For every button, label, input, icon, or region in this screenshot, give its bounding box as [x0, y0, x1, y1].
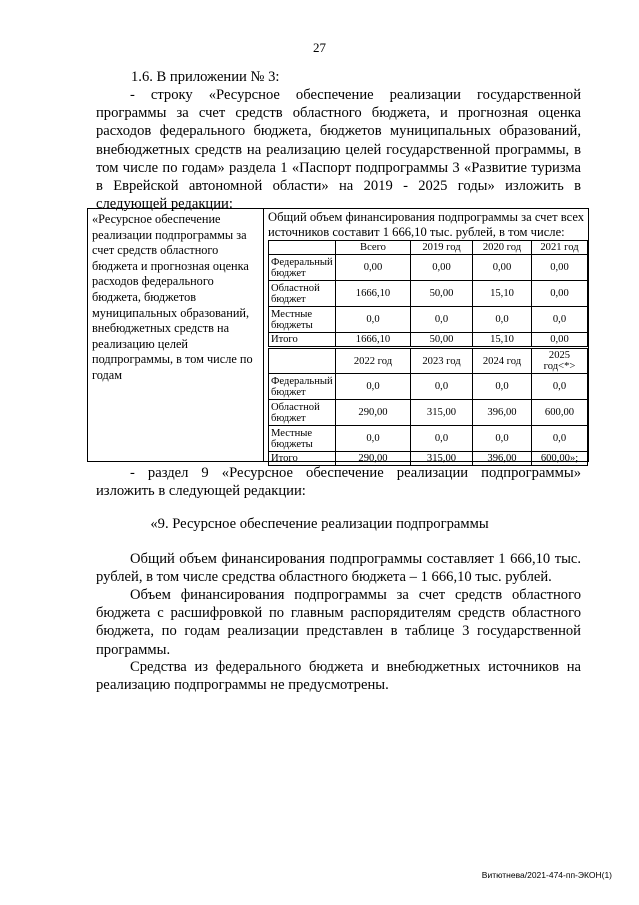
paragraph-line: программы.	[96, 641, 171, 658]
document-footer-code: Витютнева/2021-474-пп-ЭКОН(1)	[481, 870, 612, 880]
table-cell: 0,00	[532, 281, 588, 307]
table-row	[269, 426, 588, 452]
row-label: Итого	[269, 333, 336, 347]
table-header-row	[269, 349, 588, 374]
table-cell: 0,0	[411, 426, 473, 452]
section9-paragraph-1	[96, 550, 581, 586]
table-cell: 0,0	[411, 374, 473, 400]
table-cell: 15,10	[473, 281, 532, 307]
table-cell: 600,00	[532, 400, 588, 426]
paragraph-intro	[96, 86, 581, 213]
table-cell: 315,00	[411, 400, 473, 426]
table-header-cell: 2019 год	[411, 241, 473, 255]
table-cell: 50,00	[411, 281, 473, 307]
section9-paragraph-2	[96, 586, 581, 659]
funding-table-2019-2021	[268, 240, 588, 347]
table-cell: 0,00	[532, 333, 588, 347]
row-label: Федеральный бюджет	[269, 374, 336, 400]
table-row	[269, 374, 588, 400]
table-cell: 0,0	[532, 307, 588, 333]
table-header-cell: 2020 год	[473, 241, 532, 255]
paragraph-line: внебюджетных средств на реализацию целей государственной программы, в	[96, 141, 581, 158]
section-heading: 1.6. В приложении № 3:	[131, 69, 280, 85]
table-cell: 315,00	[411, 452, 473, 466]
table-cell: 396,00	[473, 400, 532, 426]
table-cell: 0,0	[336, 426, 411, 452]
table-row	[269, 307, 588, 333]
table-row-total	[269, 333, 588, 347]
table-cell: 396,00	[473, 452, 532, 466]
row-label: Областной бюджет	[269, 281, 336, 307]
table-cell: 50,00	[411, 333, 473, 347]
table-cell: 0,00	[532, 255, 588, 281]
row-label: Итого	[269, 452, 336, 466]
table-header-cell: Всего	[336, 241, 411, 255]
table-cell: 0,00	[411, 255, 473, 281]
table-cell: 1666,10	[336, 281, 411, 307]
table-cell: 600,00»;	[532, 452, 588, 466]
table-cell: 0,0	[532, 426, 588, 452]
paragraph-line: программы за счет средств областного бюджета, и прогнозная оценка	[96, 105, 581, 122]
section9-title: «9. Ресурсное обеспечение реализации подпрограммы	[150, 516, 489, 532]
paragraph-line: Средства из федерального бюджета и внебюджетных источников на	[130, 659, 581, 675]
table-header-cell	[269, 349, 336, 374]
paragraph-line: - строку «Ресурсное обеспечение реализации государственной	[130, 87, 581, 103]
row-label: Местные бюджеты	[269, 307, 336, 333]
table-cell: 0,0	[336, 307, 411, 333]
table-cell: 290,00	[336, 400, 411, 426]
section9-instruction	[96, 464, 581, 500]
table-cell: 0,00	[473, 255, 532, 281]
table-row	[269, 255, 588, 281]
table-row	[269, 281, 588, 307]
paragraph-line: бюджета с расшифровкой по главным распорядителям средств областного	[96, 605, 581, 622]
paragraph-line: Объем финансирования подпрограммы за счет средств областного	[130, 587, 581, 603]
funding-intro-line: источников составит 1 666,10 тыс. рублей, в том числе:	[268, 225, 565, 239]
table-cell: 290,00	[336, 452, 411, 466]
paragraph-line: расходов федерального бюджета, бюджетов муниципальных образований,	[96, 123, 581, 140]
table-cell: 0,0	[336, 374, 411, 400]
table-header-cell: 2023 год	[411, 349, 473, 374]
paragraph-line: в Еврейской автономной области» на 2019 - 2025 годы» изложить в	[96, 178, 581, 195]
table-header-cell: 2022 год	[336, 349, 411, 374]
paragraph-line: Общий объем финансирования подпрограммы составляет 1 666,10 тыс.	[130, 551, 581, 567]
paragraph-line: - раздел 9 «Ресурсное обеспечение реализации подпрограммы»	[130, 465, 581, 481]
table-cell: 15,10	[473, 333, 532, 347]
table-row	[269, 400, 588, 426]
row-label: Федеральный бюджет	[269, 255, 336, 281]
table-header-cell: 2024 год	[473, 349, 532, 374]
table-header-cell: 2021 год	[532, 241, 588, 255]
table-header-cell	[269, 241, 336, 255]
row-label: Областной бюджет	[269, 400, 336, 426]
table-header-cell: 2025 год<*>	[532, 349, 588, 374]
section9-paragraph-3	[96, 658, 581, 694]
paragraph-line: том числе по годам» раздела 1 «Паспорт подпрограммы 3 «Развитие туризма	[96, 159, 581, 176]
table-cell: 0,0	[411, 307, 473, 333]
paragraph-line: следующей редакции:	[96, 196, 233, 213]
funding-table-2022-2025	[268, 348, 588, 466]
table-cell: 0,00	[336, 255, 411, 281]
row-label: Местные бюджеты	[269, 426, 336, 452]
table-cell: 1666,10	[336, 333, 411, 347]
table-cell: 0,0	[473, 374, 532, 400]
page-number: 27	[313, 40, 326, 55]
paragraph-line: рублей, в том числе средства областного бюджета – 1 666,10 тыс. рублей.	[96, 569, 552, 586]
table-header-row	[269, 241, 588, 255]
paragraph-line: бюджета, по годам реализации представлен в таблице 3 государственной	[96, 623, 581, 640]
table-cell: 0,0	[473, 426, 532, 452]
table-cell: 0,0	[473, 307, 532, 333]
table-cell: 0,0	[532, 374, 588, 400]
paragraph-line: реализацию подпрограммы не предусмотрены.	[96, 677, 389, 694]
passport-row-label: «Ресурсное обеспечение реализации подпрограммы за счет средств областного бюджета и прогнозная оценка расходов федерального бюджета, бюджетов муниципальных образований, внебюджетных средств на реализацию целей подпрограммы, в том числе по годам	[88, 209, 264, 461]
paragraph-line: изложить в следующей редакции:	[96, 483, 306, 500]
funding-intro	[268, 210, 586, 240]
funding-intro-line: Общий объем финансирования подпрограммы за счет всех	[268, 210, 585, 224]
